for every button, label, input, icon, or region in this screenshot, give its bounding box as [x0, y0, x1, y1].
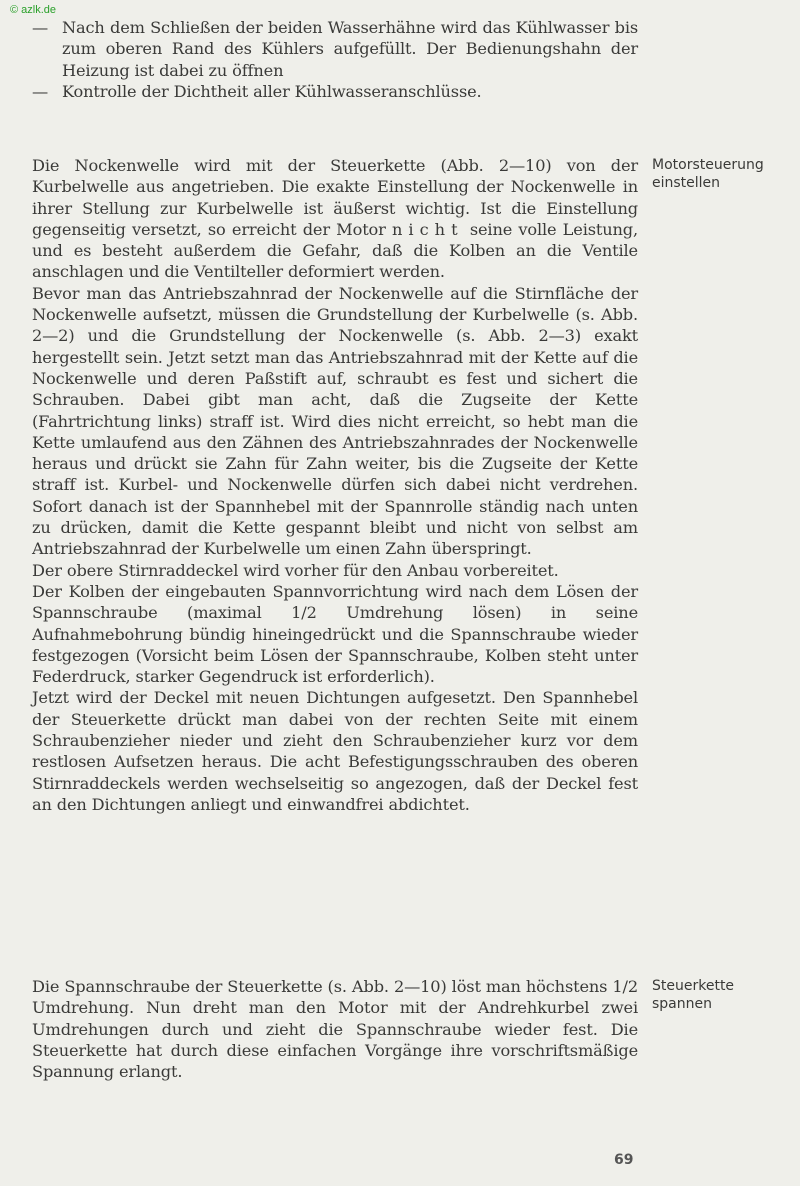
paragraph	[32, 155, 638, 283]
page-number: 69	[614, 1152, 634, 1168]
margin-note-line: Motorsteuerung	[652, 157, 764, 173]
list-item	[32, 81, 638, 102]
list-item-text: Kontrolle der Dichtheit aller Kühlwasseranschlüsse.	[62, 81, 482, 101]
margin-note-steuerkette	[652, 977, 734, 1013]
list-item-text: Nach dem Schließen der beiden Wasserhähne wird das Kühlwasser bis zum oberen Rand des Kühlers aufgefüllt. Der Bedienungshahn der Heizung ist dabei zu öffnen	[62, 18, 638, 80]
paragraph: Jetzt wird der Deckel mit neuen Dichtungen aufgesetzt. Den Spannhebel der Steuerkette drückt man dabei von der rechten Seite mit einem Schraubenzieher nieder und zieht den Schraubenzieher kurz vor dem restlosen Aufsetzen heraus. Die acht Befestigungsschrauben des oberen Stirnraddeckels werden wechselseitig so angezogen, daß der Deckel fest an den Dichtungen anliegt und einwandfrei abdichtet.	[32, 688, 638, 814]
paragraph-text: seine volle Leistung, und es besteht außerdem die Gefahr, daß die Kolben an die Ventile anschlagen und die Ventilteller deformiert werden.	[32, 219, 639, 282]
section-steuerkette	[32, 976, 638, 1082]
watermark: © azlk.de	[10, 4, 57, 16]
margin-note-line: spannen	[652, 996, 712, 1012]
paragraph: Die Spannschraube der Steuerkette (s. Abb. 2—10) löst man höchstens 1/2 Umdrehung. Nun dreht man den Motor mit der Andrehkurbel zwei Umdrehungen durch und zieht die Spannschraube wieder fest. Die Steuerkette hat durch diese einfachen Vorgänge ihre vorschriftsmäßige Spannung erlangt.	[32, 977, 638, 1082]
paragraph: Bevor man das Antriebszahnrad der Nockenwelle auf die Stirnfläche der Nockenwelle aufsetzt, müssen die Grundstellung der Kurbelwelle (s. Abb. 2—2) und die Grundstellung der Nockenwelle (s. Abb. 2—3) exakt hergestellt sein. Jetzt setzt man das Antriebszahnrad mit der Kette auf die Nockenwelle und deren Paßstift auf, schraubt es fest und sichert die Schrauben. Dabei gibt man acht, daß die Zugseite der Kette (Fahrtrichtung links) straff ist. Wird dies nicht erreicht, so hebt man die Kette umlaufend aus den Zähnen des Antriebszahnrades der Nockenwelle heraus und drückt sie Zahn für Zahn weiter, bis die Zugseite der Kette straff ist. Kurbel- und Nockenwelle dürfen sich dabei nicht verdrehen. Sofort danach ist der Spannhebel mit der Spannrolle ständig nach unten zu drücken, damit die Kette gespannt bleibt und nicht von selbst am Antriebszahnrad der Kurbelwelle um einen Zahn überspringt.	[32, 283, 638, 559]
paragraph: Der Kolben der eingebauten Spannvorrichtung wird nach dem Lösen der Spannschraube (maximal 1/2 Umdrehung lösen) in seine Aufnahmebohrung bündig hineingedrückt und die Spannschraube wieder festgezogen (Vorsicht beim Lösen der Spannschraube, Kolben steht unter Federdruck, starker Gegendruck ist erforderlich).	[32, 581, 638, 687]
emphasis-text: nicht	[391, 219, 464, 239]
section-motorsteuerung	[32, 155, 638, 815]
paragraph-text: Die Nockenwelle wird mit der Steuerkette (Abb. 2—10) von der Kurbelwelle aus angetrieben. Die exakte Einstellung der Nockenwelle in ihrer Stellung zur Kurbelwelle ist äußerst wichtig. Ist die Einstellung gegenseitig versetzt, so erreicht der Motor	[32, 156, 638, 239]
dash-bullet: —	[32, 81, 49, 101]
margin-note-line: einstellen	[652, 175, 721, 191]
dash-bullet: —	[32, 18, 49, 37]
paragraph: Der obere Stirnraddeckel wird vorher für den Anbau vorbereitet.	[32, 560, 559, 580]
list-item	[32, 17, 638, 81]
margin-note-line: Steuerkette	[652, 978, 735, 994]
bullet-list	[32, 17, 638, 102]
margin-note-motorsteuerung	[652, 156, 764, 192]
